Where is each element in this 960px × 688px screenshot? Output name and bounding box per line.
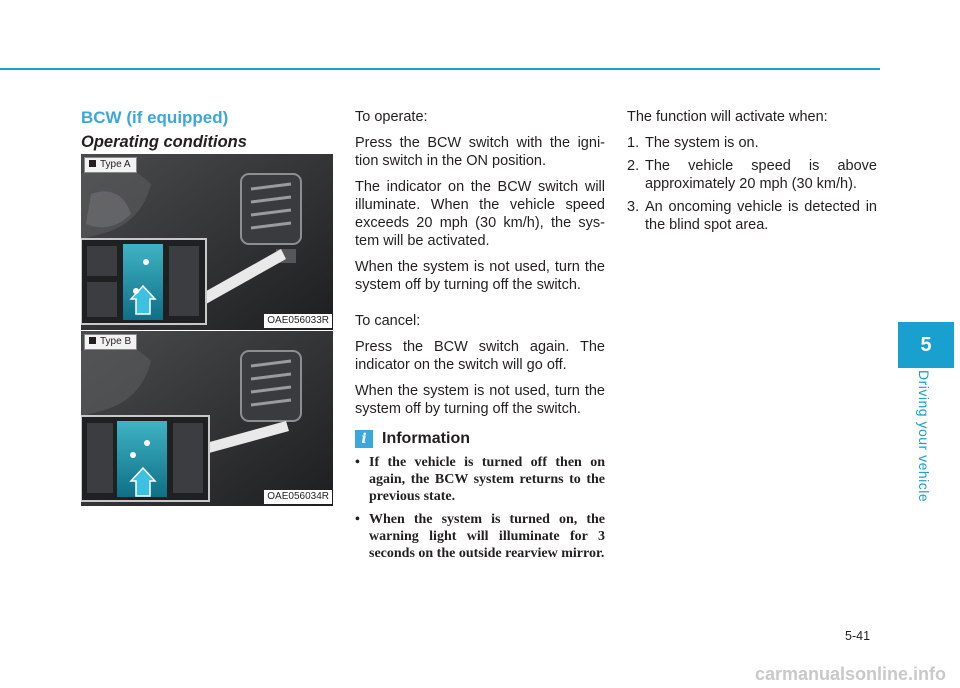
operate-paragraph: Press the BCW switch with the igni-tion switch in the ON position. — [355, 135, 605, 169]
top-rule — [0, 68, 880, 70]
bullet-square-icon — [89, 337, 96, 344]
information-header — [355, 430, 605, 448]
right-column — [627, 108, 877, 239]
type-a-tag: Type A — [84, 157, 137, 173]
figure-code-a: OAE056033R — [264, 314, 332, 328]
information-title: Information — [382, 430, 470, 447]
activate-list — [627, 134, 877, 234]
info-icon: i — [355, 430, 373, 448]
dashboard-illustration-b — [81, 331, 333, 506]
information-item: • When the system is turned on, the warning light will illuminate for 3 seconds on the outside rearview mirror. — [355, 511, 605, 562]
chapter-label: Driving your vehicle — [916, 370, 932, 503]
subsection-title: Operating conditions — [81, 133, 247, 151]
operate-paragraph: The indicator on the BCW switch will illuminate. When the vehicle speed exceeds 20 mph (30 km/h), the sys-tem will be activated. — [355, 179, 605, 249]
information-list — [355, 454, 605, 562]
middle-column — [355, 108, 605, 568]
operate-paragraph: When the system is not used, turn the system off by turning off the switch. — [355, 259, 605, 293]
cancel-paragraph: When the system is not used, turn the system off by turning off the switch. — [355, 383, 605, 417]
section-title: BCW (if equipped) — [81, 108, 229, 127]
bullet-square-icon — [89, 160, 96, 167]
list-item: 3. An oncoming vehicle is detected in the blind spot area. — [627, 199, 877, 233]
watermark-bar — [0, 664, 960, 688]
figure-type-a — [81, 154, 333, 330]
cancel-heading: To cancel: — [355, 313, 421, 329]
cancel-paragraph: Press the BCW switch again. The indicator on the switch will go off. — [355, 339, 605, 373]
operate-heading: To operate: — [355, 109, 428, 125]
page-number: 5-41 — [845, 629, 871, 643]
activate-heading: The function will activate when: — [627, 109, 828, 125]
figure-code-b: OAE056034R — [264, 490, 332, 504]
list-item: 1. The system is on. — [627, 135, 759, 151]
figure-type-b — [81, 331, 333, 506]
information-item: • If the vehicle is turned off then on again, the BCW system returns to the previous state. — [355, 454, 605, 505]
type-b-tag: Type B — [84, 334, 137, 350]
list-item: 2. The vehicle speed is above approximately 20 mph (30 km/h). — [627, 158, 877, 192]
watermark-text: carmanualsonline.info — [754, 664, 946, 684]
chapter-number-tab: 5 — [898, 322, 954, 368]
dashboard-illustration-a — [81, 154, 333, 330]
